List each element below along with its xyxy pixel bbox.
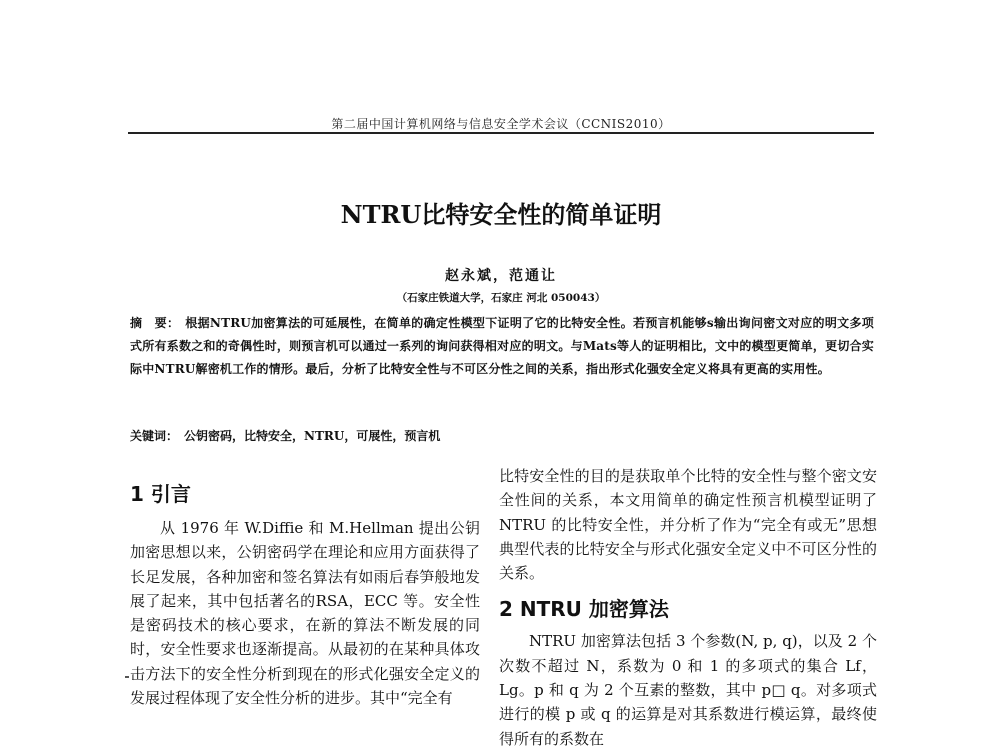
paper-title: NTRU比特安全性的简单证明 bbox=[340, 200, 662, 229]
paper-affiliation: （石家庄铁道大学，石家庄 河北 050043） bbox=[396, 292, 606, 304]
section-heading-ntru: 2 NTRU 加密算法 bbox=[499, 597, 669, 622]
keywords bbox=[130, 427, 874, 444]
ntru-paragraph: NTRU 加密算法包括 3 个参数(N, p, q)，以及 2 个次数不超过 N，系数为 0 和 1 的多项式的集合 Lf，Lg。p 和 q 为 2 个互素的整数，其中 p□ q。对多项式进行的模 p 或 q 的运算是对其系数进行模运算，最终使得所有的系数在 bbox=[499, 632, 877, 748]
paper-authors: 赵永斌，范通让 bbox=[445, 268, 557, 284]
abstract bbox=[130, 312, 874, 381]
header-rule bbox=[128, 132, 874, 134]
keywords-text: 公钥密码，比特安全，NTRU，可展性，预言机 bbox=[184, 429, 441, 443]
section-heading-intro: 1 引言 bbox=[130, 482, 191, 506]
abstract-text: 根据NTRU加密算法的可延展性，在简单的确定性模型下证明了它的比特安全性。若预言机能够s输出询问密文对应的明文多项式所有系数之和的奇偶性时，则预言机可以通过一系列的询问获得相对应的明文。与Mats等人的证明相比，文中的模型更简单，更切合实际中NTRU解密机工作的情形。最后，分析了比特安全性与不可区分性之间的关系，指出形式化强安全定义将具有更高的实用性。 bbox=[130, 316, 874, 376]
intro-paragraph: 从 1976 年 W.Diffie 和 M.Hellman 提出公钥加密思想以来，公钥密码学在理论和应用方面获得了长足发展，各种加密和签名算法有如雨后春笋般地发展了起来，其中包括著名的RSA，ECC 等。安全性是密码技术的核心要求，在新的算法不断发展的同时，安全性要求也逐渐提高。从最初的在某种具体攻击方法下的安全性分析到现在的形式化强安全定义的发展过程体现了安全性分析的进步。其中“完全有 bbox=[130, 519, 480, 708]
left-column bbox=[130, 480, 480, 710]
keywords-label: 关键词： bbox=[130, 429, 179, 443]
scan-artifact-mark bbox=[125, 676, 129, 678]
conference-header: 第二届中国计算机网络与信息安全学术会议（CCNIS2010） bbox=[331, 117, 671, 131]
intro-continuation-paragraph: 比特安全性的目的是获取单个比特的安全性与整个密文安全性间的关系，本文用简单的确定性预言机模型证明了 NTRU 的比特安全性，并分析了作为“完全有或无”思想典型代表的比特安全与形式化强安全定义中不可区分性的关系。 bbox=[499, 467, 877, 583]
right-column bbox=[499, 464, 877, 751]
abstract-label: 摘 要： bbox=[130, 316, 180, 330]
